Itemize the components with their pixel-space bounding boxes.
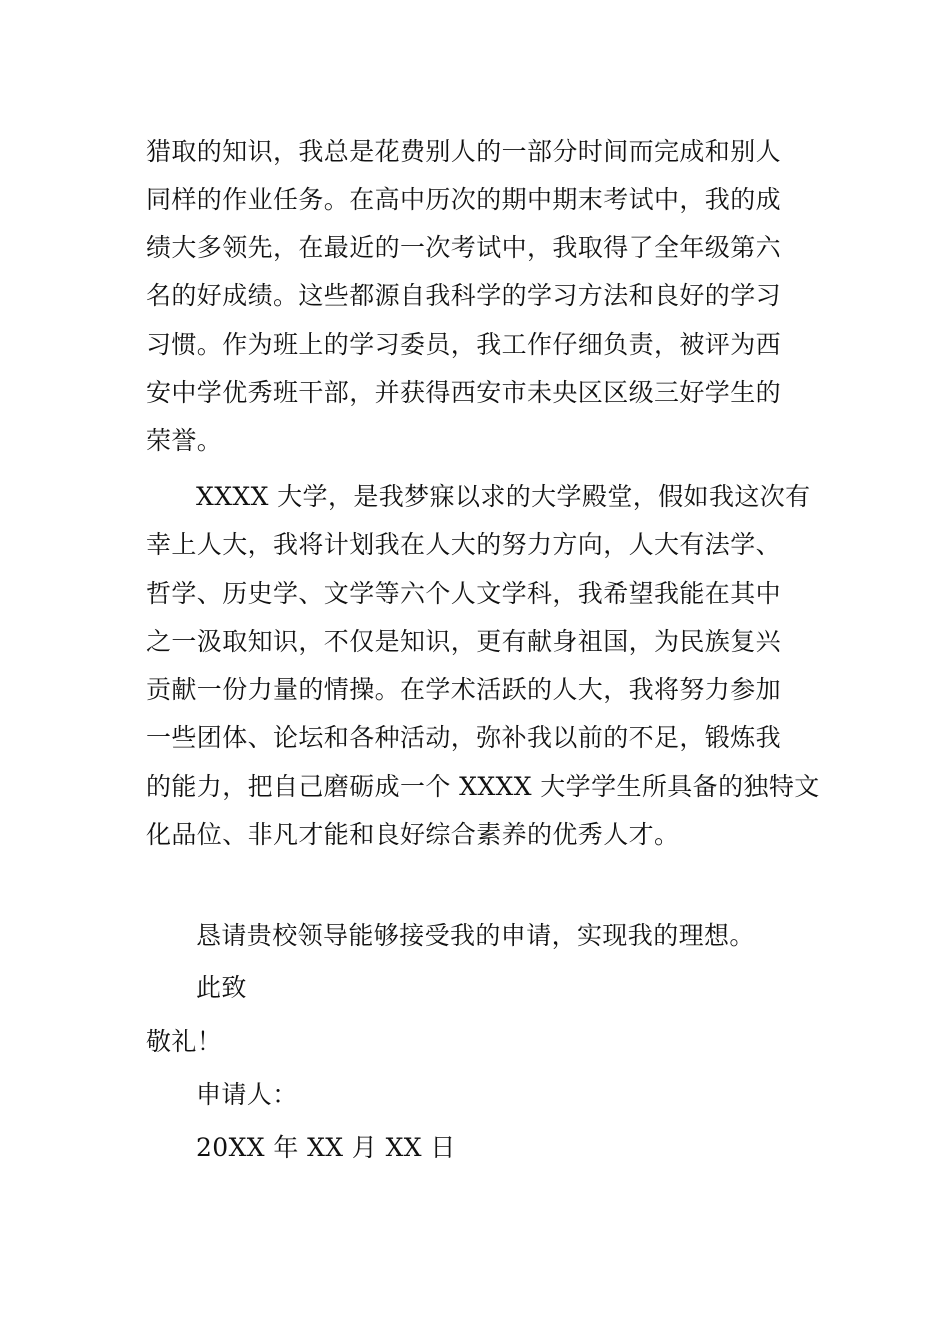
body-text-line: 名的好成绩。这些都源自我科学的学习方法和良好的学习	[146, 281, 782, 310]
body-text-line: 的能力，把自己磨砺成一个 XXXX 大学学生所具备的独特文	[146, 772, 820, 801]
body-text-line: 一些团体、论坛和各种活动，弥补我以前的不足，锻炼我	[146, 723, 782, 752]
body-text-line: 同样的作业任务。在高中历次的期中期末考试中，我的成	[146, 185, 782, 214]
body-text-line: 猎取的知识，我总是花费别人的一部分时间而完成和别人	[146, 137, 782, 166]
body-text-line: 化品位、非凡才能和良好综合素养的优秀人才。	[146, 820, 680, 849]
body-text-line: 恳请贵校领导能够接受我的申请，实现我的理想。	[196, 921, 755, 950]
body-text-line: 习惯。作为班上的学习委员，我工作仔细负责，被评为西	[146, 330, 782, 359]
body-text-line: 荣誉。	[146, 426, 223, 455]
applicant-label: 申请人：	[196, 1080, 298, 1109]
body-text-line: 哲学、历史学、文学等六个人文学科，我希望我能在其中	[146, 579, 782, 608]
body-text-line: 幸上人大，我将计划我在人大的努力方向，人大有法学、	[146, 530, 782, 559]
body-text-line: 绩大多领先，在最近的一次考试中，我取得了全年级第六	[146, 233, 782, 262]
closing-salute: 敬礼！	[146, 1027, 223, 1056]
closing-greeting: 此致	[196, 973, 247, 1002]
letter-date: 20XX 年 XX 月 XX 日	[196, 1133, 456, 1162]
body-text-line: XXXX 大学，是我梦寐以求的大学殿堂，假如我这次有	[196, 482, 811, 511]
body-text-line: 贡献一份力量的情操。在学术活跃的人大，我将努力参加	[146, 675, 782, 704]
body-text-line: 安中学优秀班干部，并获得西安市未央区区级三好学生的	[146, 378, 782, 407]
body-text-line: 之一汲取知识，不仅是知识，更有献身祖国，为民族复兴	[146, 627, 782, 656]
